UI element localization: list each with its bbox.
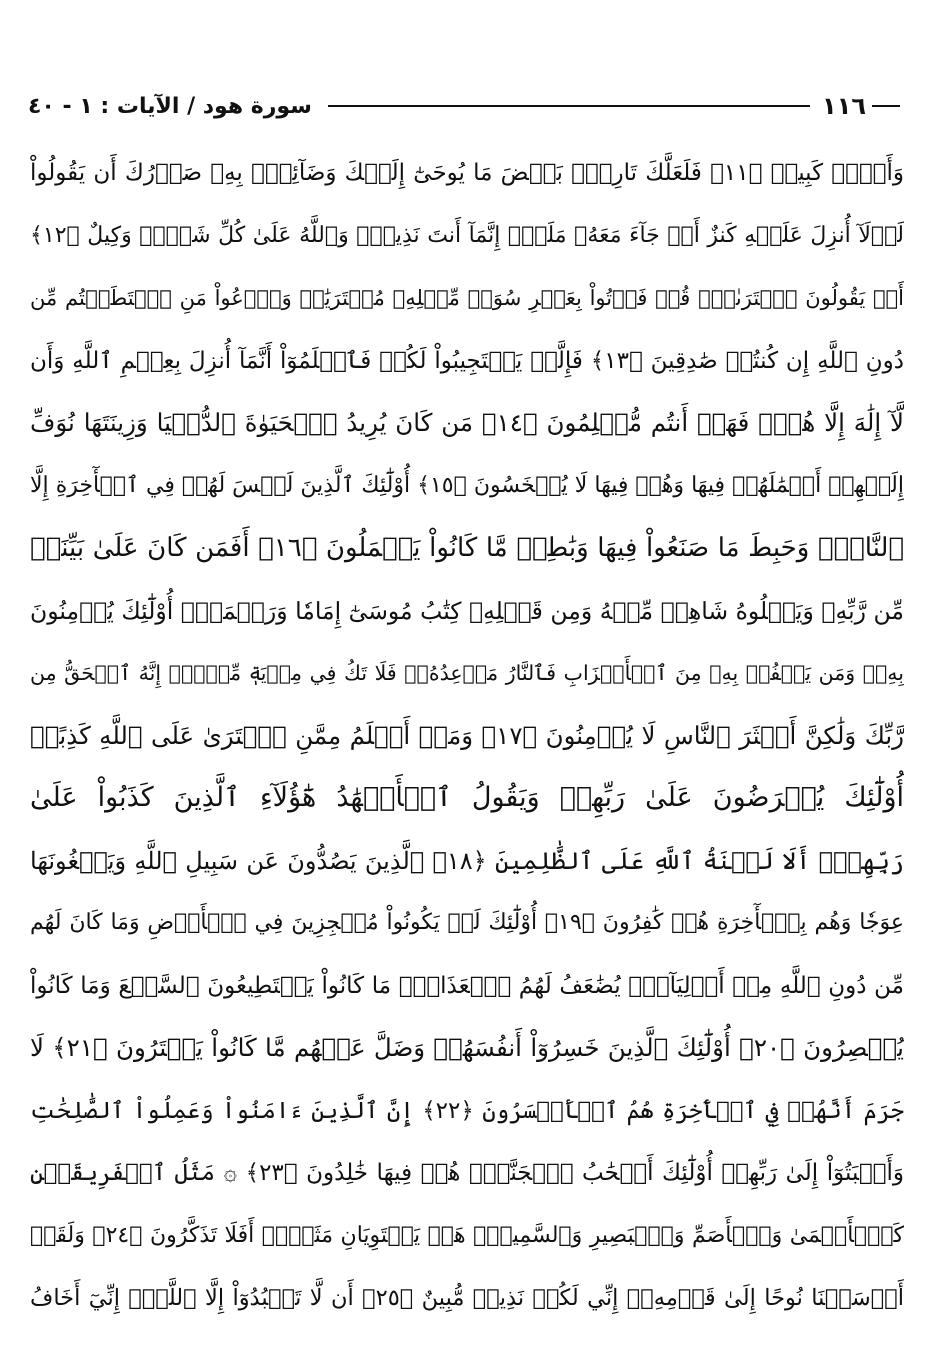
header-rule-end — [872, 105, 900, 107]
text-line: لَّآ إِلَٰهَ إِلَّا هُوَۖ فَهَلۡ أَنتُم مُّسۡلِمُونَ ﴿١٤﴾ مَن كَانَ يُرِيدُ ٱلۡحَيَوٰةَ ٱلدُّنۡيَا وَزِينَتَهَا نُوَفِّ — [30, 408, 904, 437]
text-line: كَٱلۡأَعۡمَىٰ وَٱلۡأَصَمِّ وَٱلۡبَصِيرِ وَٱلسَّمِيعِۚ هَلۡ يَسۡتَوِيَانِ مَثَلًاۚ أَفَلَا تَذَكَّرُونَ ﴿٢٤﴾ وَلَقَدۡ — [30, 1222, 904, 1248]
text-line: مِّن دُونِ ٱللَّهِ مِنۡ أَوۡلِيَآءَۘ يُضَٰعَفُ لَهُمُ ٱلۡعَذَابُۚ مَا كَانُواْ يَسۡتَطِيعُونَ ٱلسَّمۡعَ وَمَا كَانُواْ — [30, 972, 904, 999]
page-number: ١١٦ — [822, 92, 866, 120]
surah-title: سورة هود / الآيات : ١ - ٤٠ — [28, 93, 312, 119]
page-header — [28, 86, 906, 126]
text-line: وَأَخۡبَتُوٓاْ إِلَىٰ رَبِّهِمۡ أُوْلَٰٓئِكَ أَصۡحَٰبُ ٱلۡجَنَّةِۖ هُمۡ فِيهَا خَٰلِدُونَ ﴿٢٣﴾ ۞ مَثَلُ ٱلۡفَرِيقَيۡنِ — [30, 1160, 904, 1186]
text-line: رَبِّهِمۡۚ أَلَا لَعۡنَةُ ٱللَّهِ عَلَى ٱلظَّٰلِمِينَ ﴿١٨﴾ ٱلَّذِينَ يَصُدُّونَ عَن سَبِيلِ ٱللَّهِ وَيَبۡغُونَهَا — [30, 846, 904, 875]
text-line: دُونِ ٱللَّهِ إِن كُنتُمۡ صَٰدِقِينَ ﴿١٣﴾ فَإِلَّمۡ يَسۡتَجِيبُواْ لَكُمۡ فَٱعۡلَمُوٓاْ أَنَّمَآ أُنزِلَ بِعِلۡمِ ٱللَّهِ وَأَن — [30, 347, 904, 374]
text-line: أَرۡسَلۡنَا نُوحًا إِلَىٰ قَوۡمِهِۦٓ إِنِّي لَكُمۡ نَذِيرٞ مُّبِينٌ ﴿٢٥﴾ أَن لَّا تَعۡبُدُوٓاْ إِلَّا ٱللَّهَۖ إِنِّيٓ أَخَافُ — [30, 1285, 904, 1311]
text-line: إِلَيۡهِمۡ أَعۡمَٰلَهُمۡ فِيهَا وَهُمۡ فِيهَا لَا يُبۡخَسُونَ ﴿١٥﴾ أُوْلَٰٓئِكَ ٱلَّذِينَ لَيۡسَ لَهُمۡ فِي ٱلۡأٓخِرَةِ إِلَّا — [30, 472, 904, 498]
text-line: بِهِۦۚ وَمَن يَكۡفُرۡ بِهِۦ مِنَ ٱلۡأَحۡزَابِ فَٱلنَّارُ مَوۡعِدُهُۥۚ فَلَا تَكُ فِي مِرۡيَةٖ مِّنۡهُۚ إِنَّهُ ٱلۡحَقُّ مِن — [30, 661, 904, 685]
text-line: لَوۡلَآ أُنزِلَ عَلَيۡهِ كَنزٌ أَوۡ جَآءَ مَعَهُۥ مَلَكٌۚ إِنَّمَآ أَنتَ نَذِيرٞۚ وَٱللَّهُ عَلَىٰ كُلِّ شَيۡءٖ وَكِيلٌ ﴿١٢﴾ — [30, 222, 904, 248]
text-line: أُوْلَٰٓئِكَ يُعۡرَضُونَ عَلَىٰ رَبِّهِمۡ وَيَقُولُ ٱلۡأَشۡهَٰدُ هَٰٓؤُلَآءِ ٱلَّذِينَ كَذَبُواْ عَلَىٰ — [30, 782, 904, 813]
header-rule — [328, 105, 810, 107]
text-line: مِّن رَّبِّهِۦ وَيَتۡلُوهُ شَاهِدٞ مِّنۡهُ وَمِن قَبۡلِهِۦ كِتَٰبُ مُوسَىٰٓ إِمَامٗا وَرَحۡمَةًۚ أُوْلَٰٓئِكَ يُؤۡمِنُونَ — [30, 596, 904, 625]
text-line: وَأَجۡرٞ كَبِيرٞ ﴿١١﴾ فَلَعَلَّكَ تَارِكُۢ بَعۡضَ مَا يُوحَىٰٓ إِلَيۡكَ وَضَآئِقُۢ بِهِۦ صَدۡرُكَ أَن يَقُولُواْ — [30, 160, 904, 186]
text-line: رَّبِّكَ وَلَٰكِنَّ أَكۡثَرَ ٱلنَّاسِ لَا يُؤۡمِنُونَ ﴿١٧﴾ وَمَنۡ أَظۡلَمُ مِمَّنِ ٱفۡتَرَىٰ عَلَى ٱللَّهِ كَذِبًاۚ — [30, 720, 904, 750]
text-line: جَرَمَ أَنَّهُمۡ فِي ٱلۡأٓخِرَةِ هُمُ ٱلۡأَخۡسَرُونَ ﴿٢٢﴾ إِنَّ ٱلَّذِينَ ءَامَنُواْ وَعَمِلُواْ ٱلصَّٰلِحَٰتِ — [30, 1097, 904, 1124]
text-line: ٱلنَّارُۖ وَحَبِطَ مَا صَنَعُواْ فِيهَا وَبَٰطِلٞ مَّا كَانُواْ يَعۡمَلُونَ ﴿١٦﴾ أَفَمَن كَانَ عَلَىٰ بَيِّنَةٖ — [30, 533, 904, 563]
text-line: أَمۡ يَقُولُونَ ٱفۡتَرَىٰهُۖ قُلۡ فَأۡتُواْ بِعَشۡرِ سُوَرٖ مِّثۡلِهِۦ مُفۡتَرَيَٰتٖ وَٱدۡعُواْ مَنِ ٱسۡتَطَعۡتُم مِّن — [30, 286, 904, 310]
quran-text — [30, 142, 904, 1330]
text-line: عِوَجٗا وَهُم بِٱلۡأٓخِرَةِ هُمۡ كَٰفِرُونَ ﴿١٩﴾ أُوْلَٰٓئِكَ لَمۡ يَكُونُواْ مُعۡجِزِينَ فِي ٱلۡأَرۡضِ وَمَا كَانَ لَهُم — [30, 910, 904, 935]
text-line: يُبۡصِرُونَ ﴿٢٠﴾ أُوْلَٰٓئِكَ ٱلَّذِينَ خَسِرُوٓاْ أَنفُسَهُمۡ وَضَلَّ عَنۡهُم مَّا كَانُواْ يَفۡتَرُونَ ﴿٢١﴾ لَا — [30, 1033, 904, 1062]
